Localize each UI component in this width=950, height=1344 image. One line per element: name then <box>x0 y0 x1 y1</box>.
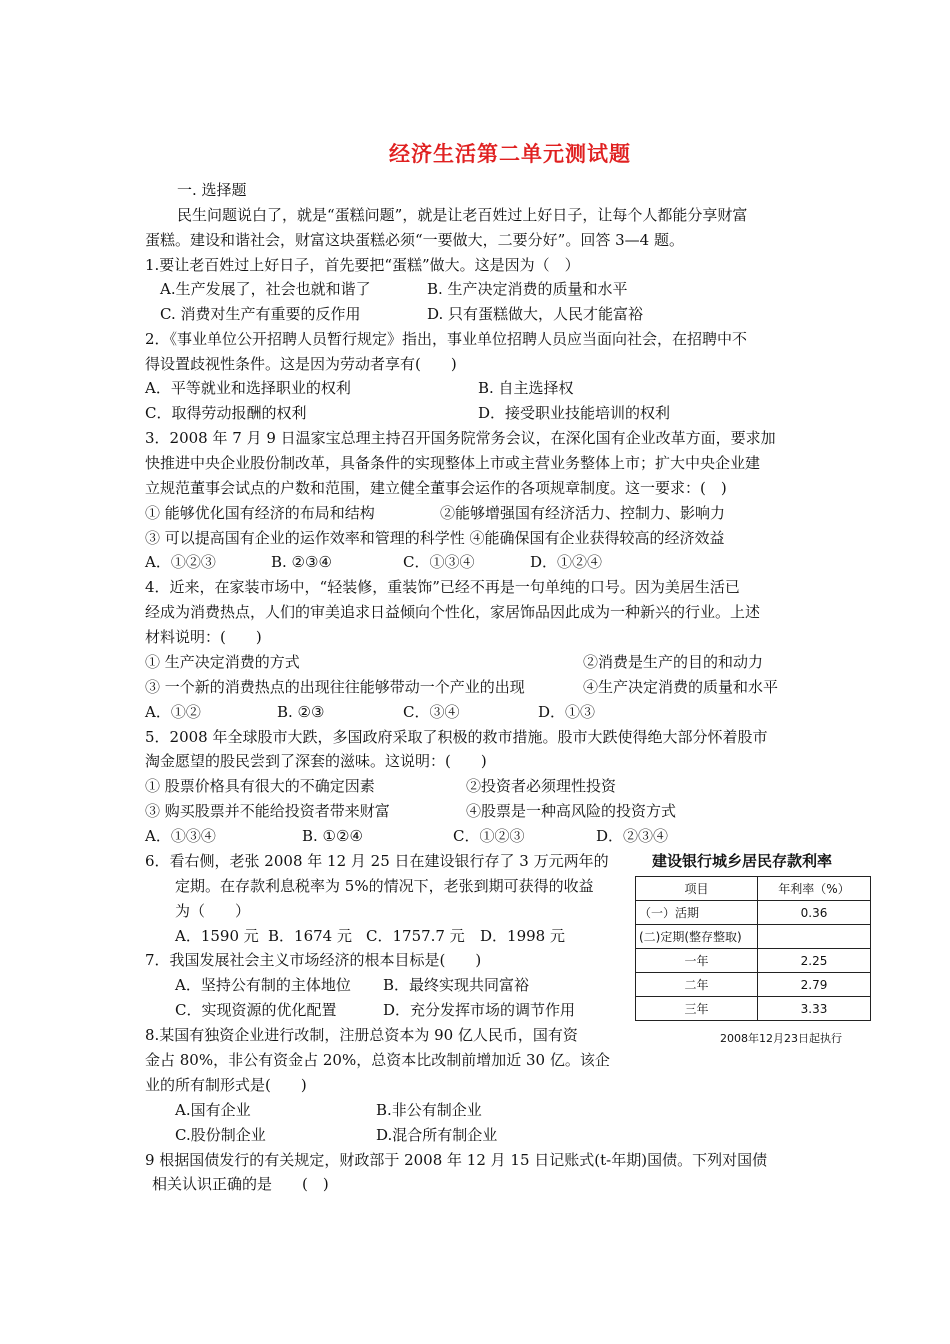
q6-option-d: D．1998 元 <box>480 927 565 945</box>
q3-statement-2: ②能够增强国有经济活力、控制力、影响力 <box>440 504 726 522</box>
intro-line-1: 民生问题说白了，就是“蛋糕问题”，就是让老百姓过上好日子，让每个人都能分享财富 <box>177 206 748 224</box>
q3-stem-line-2: 快推进中央企业股份制改革，具备条件的实现整体上市或主营业务整体上市；扩大中央企业建 <box>145 454 761 472</box>
q5-stem-line-2: 淘金愿望的股民尝到了深套的滋味。这说明：( ) <box>145 752 487 770</box>
rate-table-title: 建设银行城乡居民存款利率 <box>652 852 833 870</box>
q5-statement-2: ②投资者必须理性投资 <box>466 777 617 795</box>
q3-option-b: B. ②③④ <box>271 553 332 571</box>
q6-option-c: C．1757.7 元 <box>366 927 465 945</box>
q2-stem-line-1: 2．《事业单位公开招聘人员暂行规定》指出，事业单位招聘人员应当面向社会，在招聘中不 <box>145 330 748 348</box>
q1-option-d: D. 只有蛋糕做大，人民才能富裕 <box>427 305 644 323</box>
rate-row-label: 三年 <box>636 997 758 1021</box>
q4-statement-4: ④生产决定消费的质量和水平 <box>583 678 779 696</box>
rate-row-value: 2.79 <box>758 973 871 997</box>
q6-option-b: B．1674 元 <box>268 927 352 945</box>
q3-option-d: D．①②④ <box>530 553 603 571</box>
q8-option-d: D.混合所有制企业 <box>376 1126 498 1144</box>
q8-option-b: B.非公有制企业 <box>376 1101 482 1119</box>
q5-statement-1: ① 股票价格具有很大的不确定因素 <box>145 777 375 795</box>
q6-stem-line-2: 定期。在存款利息税率为 5%的情况下，老张到期可获得的收益 <box>175 877 594 895</box>
q7-option-d: D．充分发挥市场的调节作用 <box>383 1001 576 1019</box>
rate-header-rate: 年利率（%） <box>758 877 871 901</box>
q8-stem-line-2: 金占 80%，非公有资金占 20%，总资本比改制前增加近 30 亿。该企 <box>145 1051 610 1069</box>
q3-option-c: C．①③④ <box>403 553 475 571</box>
rate-row-label: 一年 <box>636 949 758 973</box>
q2-option-c: C．取得劳动报酬的权利 <box>145 404 307 422</box>
q9-stem-line-1: 9 根据国债发行的有关规定，财政部于 2008 年 12 月 15 日记账式(t-年期)国债。下列对国债 <box>145 1151 768 1169</box>
q5-option-b: B. ①②④ <box>302 827 363 845</box>
q4-stem-line-2: 经成为消费热点，人们的审美追求日益倾向个性化，家居饰品因此成为一种新兴的行业。上述 <box>145 603 761 621</box>
q6-option-a: A．1590 元 <box>175 927 259 945</box>
q4-option-d: D．①③ <box>538 703 596 721</box>
q3-stem-line-3: 立规范董事会试点的户数和范围，建立健全董事会运作的各项规章制度。这一要求：( ) <box>145 479 727 497</box>
q5-option-c: C．①②③ <box>453 827 525 845</box>
q4-option-c: C．③④ <box>403 703 460 721</box>
q9-stem-line-2: 相关认识正确的是 ( ) <box>152 1175 329 1193</box>
table-row <box>636 901 871 925</box>
q5-statement-4: ④股票是一种高风险的投资方式 <box>466 802 677 820</box>
rate-row-value <box>758 925 871 949</box>
page-title: 经济生活第二单元测试题 <box>389 141 631 166</box>
q1-option-c: C. 消费对生产有重要的反作用 <box>160 305 361 323</box>
rate-row-label: （一）活期 <box>636 901 758 925</box>
q5-option-a: A．①③④ <box>145 827 216 845</box>
q4-statement-2: ②消费是生产的目的和动力 <box>583 653 764 671</box>
q7-stem: 7．我国发展社会主义市场经济的根本目标是( ) <box>145 951 482 969</box>
q3-stem-line-1: 3．2008 年 7 月 9 日温家宝总理主持召开国务院常务会议，在深化国有企业改革方面，要求加 <box>145 429 776 447</box>
q8-stem-line-3: 业的所有制形式是( ) <box>145 1076 307 1094</box>
q4-statement-1: ① 生产决定消费的方式 <box>145 653 300 671</box>
q2-stem-line-2: 得设置歧视性条件。这是因为劳动者享有( ) <box>145 355 457 373</box>
q1-option-b: B. 生产决定消费的质量和水平 <box>427 280 628 298</box>
q3-option-a: A．①②③ <box>145 553 216 571</box>
q7-option-a: A．坚持公有制的主体地位 <box>175 976 351 994</box>
section-heading: 一. 选择题 <box>177 181 247 199</box>
rate-row-label: (二)定期(整存整取) <box>636 925 758 949</box>
q2-option-b: B. 自主选择权 <box>478 379 574 397</box>
intro-line-2: 蛋糕。建设和谐社会，财富这块蛋糕必须“一要做大，二要分好”。回答 3—4 题。 <box>145 231 684 249</box>
q3-statements-3-4: ③ 可以提高国有企业的运作效率和管理的科学性 ④能确保国有企业获得较高的经济效益 <box>145 529 725 547</box>
q3-statement-1: ① 能够优化国有经济的布局和结构 <box>145 504 375 522</box>
table-row <box>636 997 871 1021</box>
table-row <box>636 973 871 997</box>
rate-row-label: 二年 <box>636 973 758 997</box>
q5-option-d: D．②③④ <box>596 827 669 845</box>
q1-option-a: A.生产发展了，社会也就和谐了 <box>160 280 371 298</box>
q2-option-a: A．平等就业和选择职业的权利 <box>145 379 351 397</box>
table-row <box>636 949 871 973</box>
rate-row-value: 2.25 <box>758 949 871 973</box>
table-row <box>636 925 871 949</box>
q7-option-b: B．最终实现共同富裕 <box>383 976 530 994</box>
q2-option-d: D．接受职业技能培训的权利 <box>478 404 671 422</box>
q4-stem-line-1: 4．近来，在家装市场中，“轻装修，重装饰”已经不再是一句单纯的口号。因为美居生活已 <box>145 578 740 596</box>
rate-table-note: 2008年12月23日起执行 <box>720 1032 842 1045</box>
q8-stem-line-1: 8.某国有独资企业进行改制，注册总资本为 90 亿人民币，国有资 <box>145 1026 578 1044</box>
rate-table-header <box>636 877 871 901</box>
rate-header-item: 项目 <box>636 877 758 901</box>
q4-statement-3: ③ 一个新的消费热点的出现往往能够带动一个产业的出现 <box>145 678 525 696</box>
q4-option-b: B. ②③ <box>277 703 325 721</box>
q4-stem-line-3: 材料说明：( ) <box>145 628 262 646</box>
rate-row-value: 0.36 <box>758 901 871 925</box>
q5-statement-3: ③ 购买股票并不能给投资者带来财富 <box>145 802 390 820</box>
rate-table <box>635 876 871 1021</box>
rate-row-value: 3.33 <box>758 997 871 1021</box>
q8-option-c: C.股份制企业 <box>175 1126 266 1144</box>
q5-stem-line-1: 5．2008 年全球股市大跌，多国政府采取了积极的救市措施。股市大跌使得绝大部分怀着股市 <box>145 728 768 746</box>
q8-option-a: A.国有企业 <box>175 1101 251 1119</box>
q1-stem: 1.要让老百姓过上好日子，首先要把“蛋糕”做大。这是因为（ ） <box>145 256 580 274</box>
q4-option-a: A．①② <box>145 703 201 721</box>
q6-stem-line-3: 为（ ） <box>175 902 251 920</box>
q6-stem-line-1: 6．看右侧，老张 2008 年 12 月 25 日在建设银行存了 3 万元两年的 <box>145 852 609 870</box>
q7-option-c: C．实现资源的优化配置 <box>175 1001 337 1019</box>
